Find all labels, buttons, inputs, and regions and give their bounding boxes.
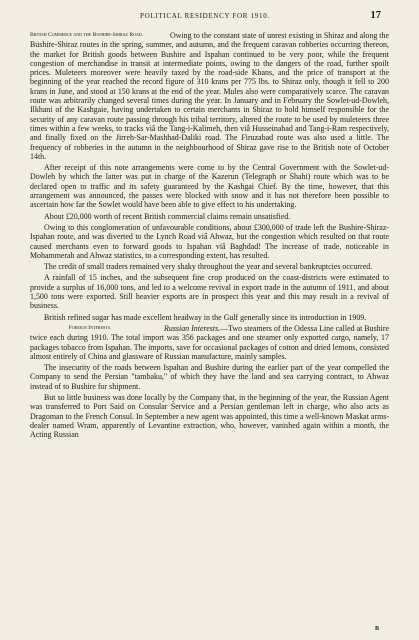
paragraph: The insecurity of the roads between Ispahan and Bushire during the earlier part of the year compelled the Company to send the Persian "tambaku," of which they have the land and sea carrying contract, to Ahwaz instead of to Bushire for shipment.: [30, 363, 389, 391]
paragraph: After receipt of this note arrangements were come to by the Central Government with the Sowlet-ud-Dowleh by which the latter was put in charge of the Kazerun (Telegraph or Shahi) route which was to be declared open to traffic and its safety guaranteed by the Kashgai Chief. By the time, however, that this arrangement was announced, the passes were blocked with snow and it has not therefore been possible to ascertain how far the Sowlet would have been able to give effect to his undertaking.: [30, 163, 389, 210]
running-title: POLITICAL RESIDENCY FOR 1910.: [140, 12, 270, 20]
paragraph: The credit of small traders remained very shaky throughout the year and several bankruptcies occurred.: [44, 262, 373, 272]
paragraph-text: —Two steamers of the Odessa Line called at Bushire twice each during 1910. The total import was 356 packages and one steamer only exported cargo, namely, 17 packages tobacco from Ispahan. The imports, save for occasional packages of cotton and dried lemons, consisted almost entirely of China and glassware of Russian manufacture, mainly samples.: [30, 323, 389, 361]
document-body: [30, 31, 389, 439]
paragraph: British refined sugar has made excellent headway in the Gulf generally since its introduction in 1909.: [44, 312, 367, 322]
paragraph: But so little business was done locally by the Company that, in the beginning of the year, the Russian Agent was transferred to Port Said on Consular Service and a Persian gentleman left in charge, who also acts as Dragoman to the French Consul. In September a new agent was appointed, this time a well-known Maskat arms-dealer named Wram, apparently of Levantine extraction, who, however, vanished again within a month, the Acting Russian: [30, 392, 389, 440]
paragraph: About £20,000 worth of recent British commercial claims remain unsatisfied.: [44, 211, 291, 221]
paragraph-text: Owing to the constant state of unrest existing in Shiraz and along the Bushire-Shiraz routes in the spring, summer, and autumn, and the frequent caravan robberies occurring thereon, the market for British goods between Bushire and Ispahan continued to be very poor, while the frequent congestion of merchandise in transit at intermediate points, owing to the dangers of the road, further spoilt prices. Muleteers moreover were heavily taxed by the road-side Khans, and the price of transport at the beginning of the year reached the record figure of 310 krans per 775 lbs. to Shiraz only, though it fell to 200 krans in June, and stood at 150 krans at the end of the year. Mules also were comparatively scarce. The caravan route was arbitrarily changed several times during the year. In January and in February the Sowlet-ud-Dowleh, Ilkhani of the Kashgaie, having undertaken to certain merchants in Shiraz to hold himself responsible for the security of any caravan route passing through his tribal territory, altered the route to be used by muleteers three times within a few weeks, to tracks viâ the Tang-i-Kalimeh, then viâ Husseinabad and Tang-i-Ram respectively, and finally fixed on the Jirreh-Sar-Mashhad-Daliki road. The Firuzabad route was also used a little. The frequency of robberies in the autumn in the neighbourhood of Shiraz gave rise to the British note of October 14th.: [30, 31, 389, 161]
paragraph-russian-interests: [30, 324, 389, 361]
signature-mark: B: [374, 626, 379, 632]
marginal-note: Foreign Interests.: [68, 324, 112, 331]
page-number: 17: [370, 10, 381, 21]
paragraph-british-commerce: [30, 31, 389, 161]
paragraph: A rainfall of 15 inches, and the subsequent fine crop produced on the coast-districts were estimated to provide a surplus of 16,000 tons, and led to a welcome revival in export trade in the autumn of 1911, and about 1,500 tons were exported. Still heavier exports are in prospect this year and this may result in a revival of business.: [30, 273, 389, 311]
paragraph: Owing to this conglomeration of unfavourable conditions, about £300,000 of trade left the Bushire-Shiraz-Ispahan route, and was diverted to the Lynch Road viâ Ahwaz, but the congestion which resulted on that route caused merchants even to forward goods to Ispahan viâ Baghdad! The increase of trade, noticeable in Mohammerah and Ahwaz statistics, to a corresponding extent, has resulted.: [30, 222, 389, 260]
page-header: [30, 10, 389, 26]
marginal-note: British Commerce and the Bushire-Shiraz Road.: [30, 32, 144, 38]
topic-heading: Russian Interests.: [164, 323, 221, 333]
